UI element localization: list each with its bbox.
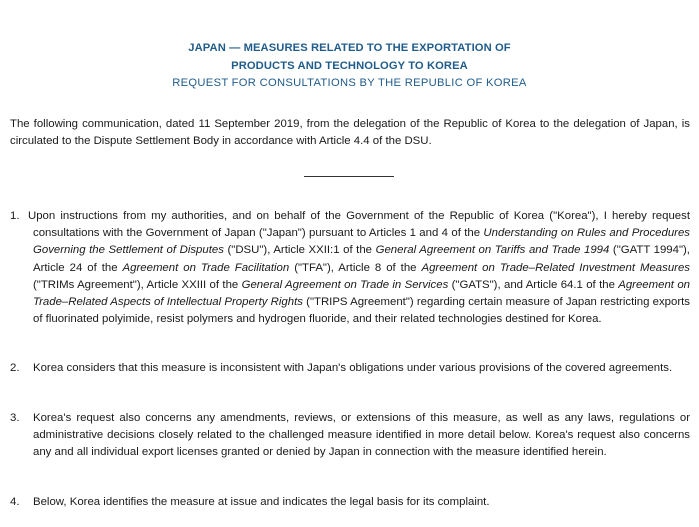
document-header <box>0 40 699 93</box>
text-segment: ("DSU"), Article XXII:1 of the <box>223 244 376 257</box>
text-segment: ("TFA"), Article 8 of the <box>289 261 422 274</box>
paragraph-text: Below, Korea identifies the measure at issue and indicates the legal basis for its complaint. <box>33 496 490 508</box>
paragraph-text: Korea considers that this measure is inconsistent with Japan's obligations under various provisions of the covered agreements. <box>33 362 673 374</box>
document-title-line-2: PRODUCTS AND TECHNOLOGY TO KOREA <box>231 59 468 72</box>
paragraph-number: 4. <box>10 496 20 508</box>
document-title-line-1: JAPAN — MEASURES RELATED TO THE EXPORTATION OF <box>188 42 511 54</box>
paragraph-3 <box>10 410 690 462</box>
paragraph-number: 2. <box>10 362 20 374</box>
text-segment: ("TRIMs Agreement"), Article XXIII of the <box>33 278 242 291</box>
agreement-title: General Agreement on Trade in Services <box>241 278 449 291</box>
paragraph-4 <box>10 494 690 511</box>
text-segment: ("GATS"), and Article 64.1 of the <box>448 278 619 291</box>
text-segment: ("TRIPS Agreement") regarding certain measure of Japan restricting exports of fluorinated polyimide, resist polymers and hydrogen fluoride, and their related technologies destined for Korea. <box>33 296 690 326</box>
text-segment: Upon instructions from my authorities, and on behalf of the Government of the Republic of Korea ("Korea"), I hereby request consultations with the Government of Japan ("Japan") pursuant to Articles 1 and 4 of the <box>28 210 690 240</box>
intro-paragraph: The following communication, dated 11 September 2019, from the delegation of the Republic of Korea to the delegation of Japan, is circulated to the Dispute Settlement Body in accordance with Article 4.4 of the DSU. <box>10 118 690 148</box>
agreement-title: General Agreement on Tariffs and Trade 1994 <box>375 244 610 257</box>
paragraph-number: 3. <box>10 412 20 424</box>
text-segment: ("GATT 1994"), Article 24 of the <box>33 244 690 274</box>
paragraph-2 <box>10 360 690 377</box>
agreement-title: Agreement on Trade–Related Aspects of Intellectual Property Rights <box>33 278 690 309</box>
paragraph-1 <box>10 208 690 328</box>
agreement-title: Agreement on Trade–Related Investment Measures <box>421 261 690 274</box>
agreement-title: Understanding on Rules and Procedures Governing the Settlement of Disputes <box>33 227 690 257</box>
paragraph-text <box>10 208 690 328</box>
paragraph-number: 1. <box>10 210 20 222</box>
paragraph-text: Korea's request also concerns any amendments, reviews, or extensions of this measure, as well as any laws, regulations or administrative decisions closely related to the challenged measure identified in more detail below. Korea's request also concerns any and all individual export licenses granted or denied by Japan in connection with the measure identified herein. <box>33 412 690 459</box>
agreement-title: Agreement on Trade Facilitation <box>122 261 290 274</box>
document-subtitle: REQUEST FOR CONSULTATIONS BY THE REPUBLIC OF KOREA <box>172 77 527 89</box>
section-divider <box>304 176 394 177</box>
